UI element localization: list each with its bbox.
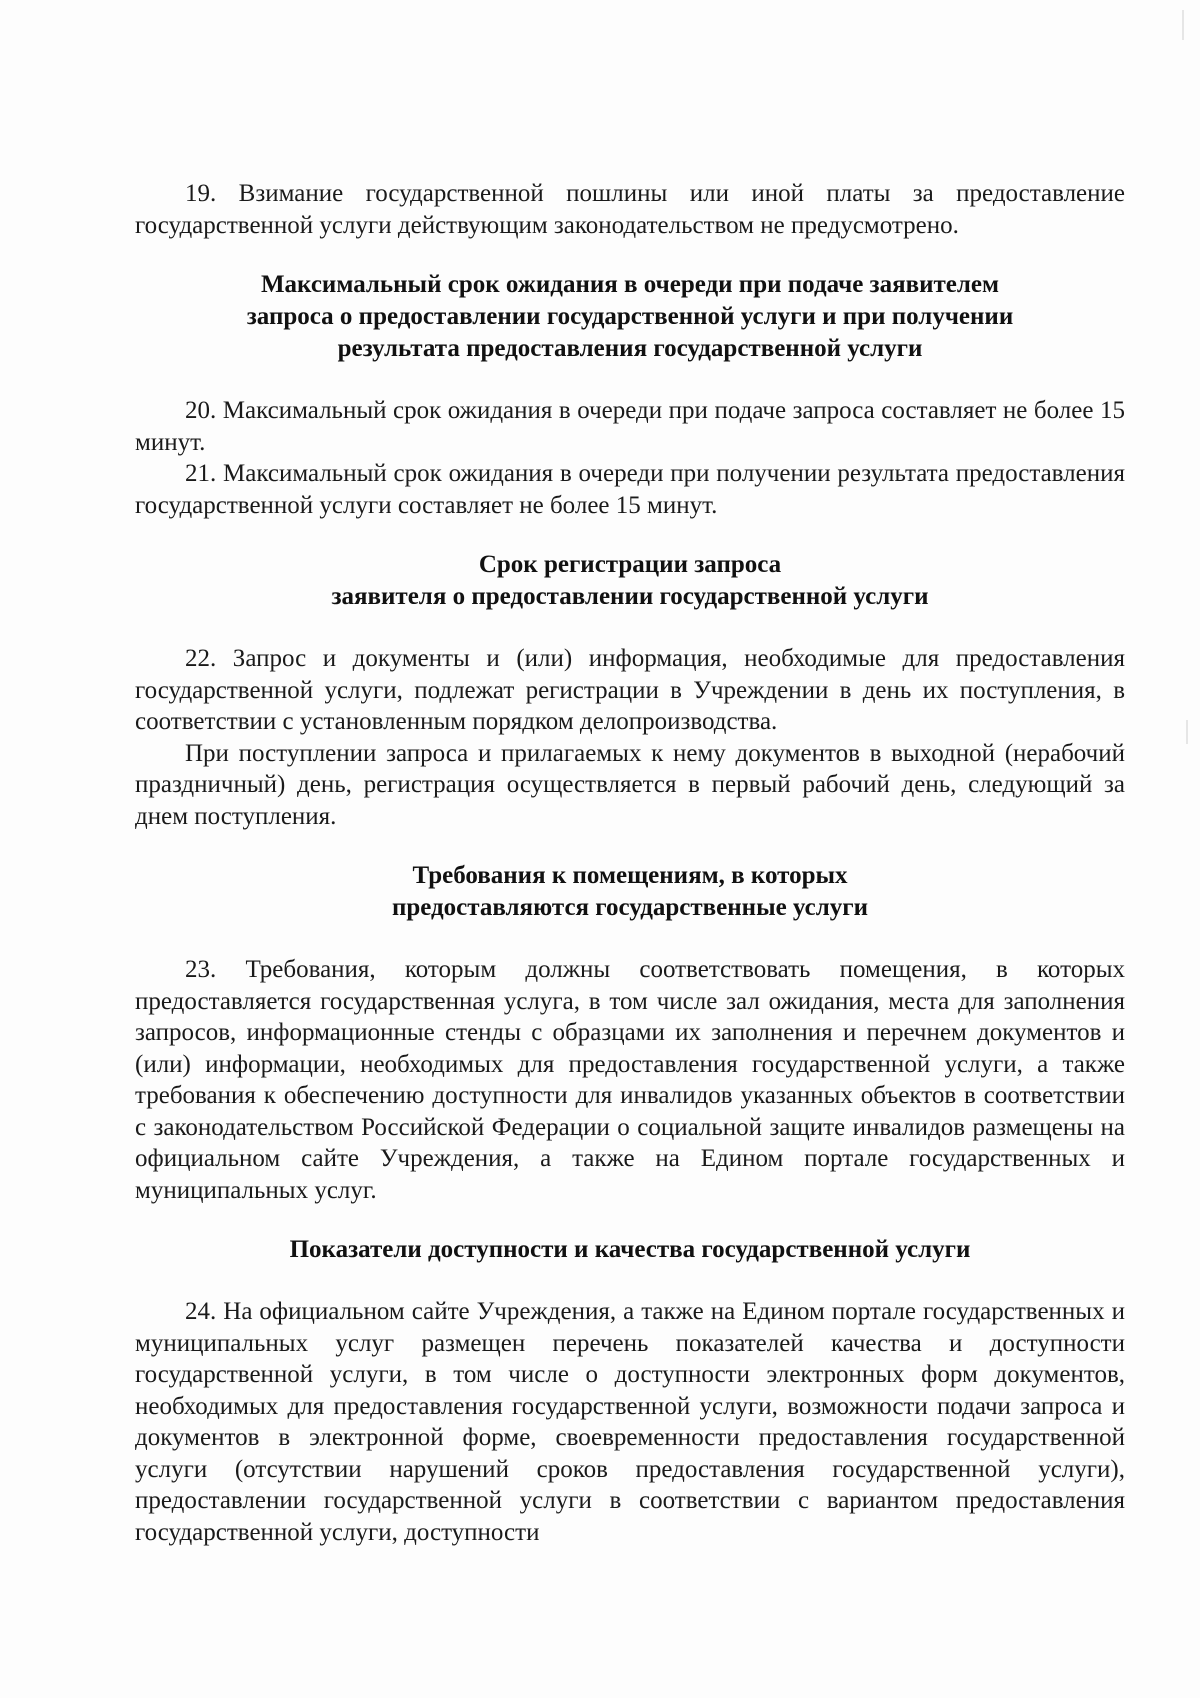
paragraph-22-continued: При поступлении запроса и прилагаемых к нему документов в выходной (нерабочий праздничный) день, регистрация осуществляется в первый рабочий день, следующий за днем поступления. [135, 739, 1125, 830]
paragraph-20: 20. Максимальный срок ожидания в очереди при подаче запроса составляет не более 15 минут. [135, 397, 1125, 456]
paragraph-23: 23. Требования, которым должны соответствовать помещения, в которых предоставляется государственная услуга, в том числе зал ожидания, места для заполнения запросов, информационные стенды с образцами их заполнения и перечнем документов и (или) информации, необходимых для предоставления государственной услуги, а также требования к обеспечению доступности для инвалидов указанных объектов в соответствии с законодательством Российской Федерации о социальной защите инвалидов размещены на официальном сайте Учреждения, а также на Едином портале государственных и муниципальных услуг. [135, 956, 1125, 1204]
heading-registration-term [135, 549, 1125, 613]
heading-line: результата предоставления государственной услуги [337, 335, 923, 362]
heading-line: заявителя о предоставлении государственной услуги [331, 583, 929, 610]
heading-line: Показатели доступности и качества государственной услуги [289, 1236, 971, 1263]
heading-line: запроса о предоставлении государственной услуги и при получении [246, 303, 1014, 330]
document-body [135, 178, 1125, 1548]
heading-queue-wait-time [135, 269, 1125, 365]
paragraph-19: 19. Взимание государственной пошлины или иной платы за предоставление государственной услуги действующим законодательством не предусмотрено. [135, 180, 1125, 239]
scan-edge-mark [1182, 10, 1184, 40]
heading-line: Требования к помещениям, в которых [412, 862, 848, 889]
heading-line: предоставляются государственные услуги [391, 894, 869, 921]
scan-edge-mark [1186, 720, 1188, 744]
paragraph-22: 22. Запрос и документы и (или) информация, необходимые для предоставления государственной услуги, подлежат регистрации в Учреждении в день их поступления, в соответствии с установленным порядком делопроизводства. [135, 645, 1125, 735]
paragraph-24: 24. На официальном сайте Учреждения, а также на Едином портале государственных и муниципальных услуг размещен перечень показателей качества и доступности государственной услуги, в том числе о доступности электронных форм документов, необходимых для предоставления государственной услуги, возможности подачи запроса и документов в электронной форме, своевременности предоставления государственной услуги (отсутствии нарушений сроков предоставления государственной услуги), предоставлении государственной услуги в соответствии с вариантом предоставления государственной услуги, доступности [135, 1298, 1125, 1546]
heading-premises-requirements [135, 860, 1125, 924]
heading-line: Максимальный срок ожидания в очереди при подаче заявителем [260, 271, 1000, 298]
paragraph-21: 21. Максимальный срок ожидания в очереди при получении результата предоставления государственной услуги составляет не более 15 минут. [135, 460, 1125, 519]
heading-line: Срок регистрации запроса [478, 551, 782, 578]
heading-quality-indicators [135, 1234, 1125, 1266]
